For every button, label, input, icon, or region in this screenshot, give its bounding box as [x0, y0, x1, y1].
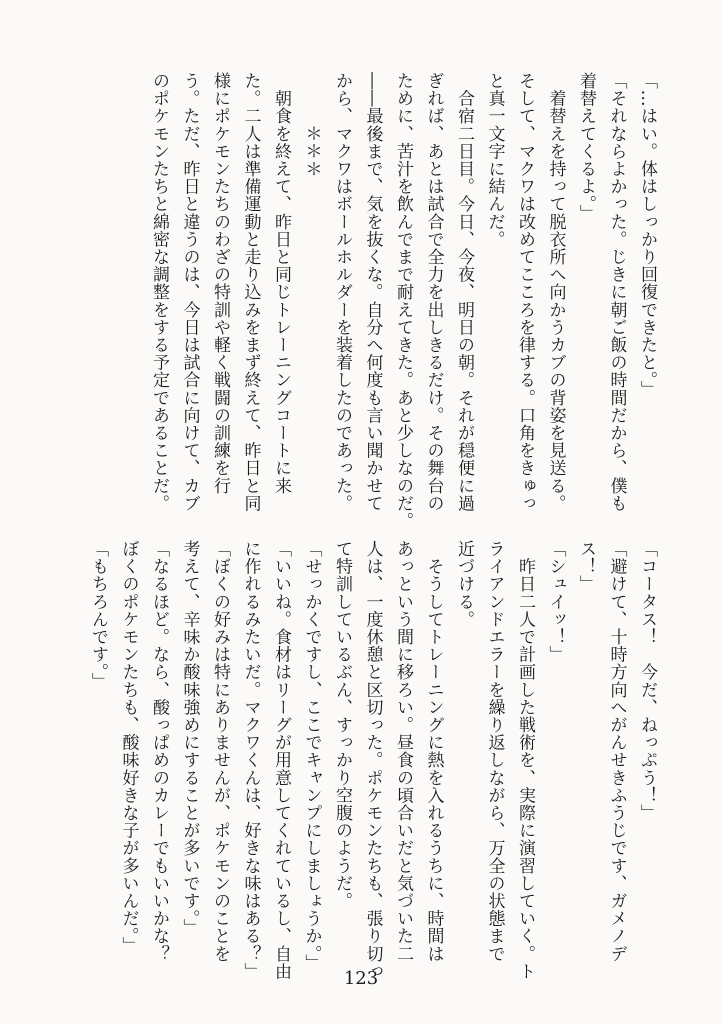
text-line: と真一文字に結んだ。 [484, 72, 505, 248]
text-line: 様にポケモンたちのわざの特訓や軽く戦闘の訓練を行 [210, 72, 230, 495]
text-line: ぼくのポケモンたちも、酸味好きな子が多いんだ。」 [118, 540, 139, 954]
text-line: 「ぼくの好みは特にありませんが、ポケモンのことを [210, 540, 230, 963]
text-line: 「避けて、十時方向へがんせきふうじです、ガメノデ [606, 540, 627, 963]
text-line: ライアンドエラーを繰り返しながら、万全の状態まで [484, 540, 505, 963]
text-line: 「コータス！ 今だ、ねっぷう！」 [637, 540, 657, 822]
scene-break: ＊＊＊ [301, 72, 322, 178]
text-line: 「…はい。体はしっかり回復できたと。」 [637, 72, 657, 398]
text-line: そして、マクワは改めてこころを律する。口角をきゅっ [515, 72, 535, 512]
text-line: から、マクワはボールホルダーを装着したのであった。 [332, 72, 352, 512]
text-line: のポケモンたちと綿密な調整をする予定であることだ。 [149, 72, 169, 512]
page-number: 123 [343, 968, 379, 989]
text-line: ために、苦汁を飲んでまで耐えてきた。あと少しなのだ。 [393, 72, 413, 530]
text-line: う。ただ、昨日と違うのは、今日は試合に向けて、カブ [179, 72, 200, 512]
text-line: あっという間に移ろい。昼食の頃合いだと気づいた二 [393, 540, 413, 963]
text-line: て特訓しているぶん、すっかり空腹のようだ。 [332, 540, 352, 910]
text-line: 朝食を終えて、昨日と同じトレーニングコートに来 [271, 72, 291, 495]
text-line: ぎれば、あとは試合で全力を出しきるだけ。その舞台の [423, 72, 444, 512]
text-line: 着替えてくるよ。」 [576, 72, 596, 222]
text-line: 昨日二人で計画した戦術を、実際に演習していく。ト [515, 540, 535, 980]
text-line: た。二人は準備運動と走り込みをまず終えて、昨日と同 [240, 72, 261, 512]
upper-text-block [144, 72, 663, 530]
text-line: ス！」 [576, 540, 596, 593]
text-line: ――最後まで、気を抜くな。自分へ何度も言い聞かせて [362, 72, 383, 512]
text-line: 近づける。 [454, 540, 474, 628]
text-line: に作れるみたいだ。マクワくんは、好きな味はある？」 [240, 540, 261, 980]
text-line: 着替えを持って脱衣所へ向かうカブの背姿を見送る。 [545, 72, 566, 512]
text-line: 「せっかくですし、ここでキャンプにしましょうか。」 [301, 540, 322, 972]
text-line: 「なるほど。なら、酸っぱめのカレーでもいいかな？ [149, 540, 169, 963]
text-line: 「もちろんです。」 [88, 540, 108, 690]
text-line: 合宿二日目。今日、今夜、明日の朝。それが穏便に過 [454, 72, 474, 512]
text-line: 「それならよかった。じきに朝ご飯の時間だから、僕も [606, 72, 627, 512]
text-line: 「シュイッ！」 [545, 540, 566, 664]
text-line: 人は、一度休憩と区切った。ポケモンたちも、張り切っ [362, 540, 383, 980]
text-line: 考えて、辛味か酸味強めにすることが多いです。」 [179, 540, 200, 937]
text-line: そうしてトレーニングに熱を入れるうちに、時間は [423, 540, 444, 963]
text-line: 「いいね。食材はリーグが用意してくれているし、自由 [271, 540, 291, 980]
